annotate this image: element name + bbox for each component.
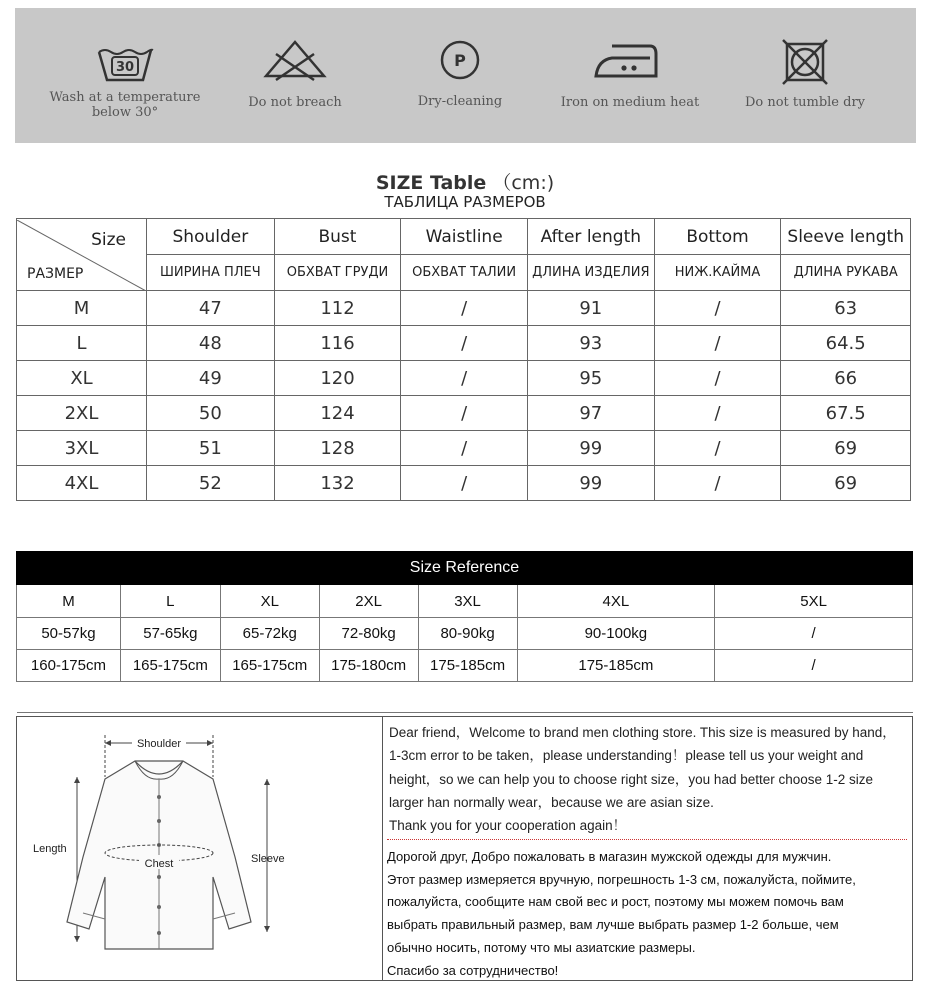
- size-table-subtitle: ТАБЛИЦА РАЗМЕРОВ: [384, 193, 546, 211]
- measure-cell: 99: [527, 431, 654, 466]
- size-reference-title: Size Reference: [17, 552, 913, 585]
- reference-sizes-row: [17, 585, 913, 618]
- no-bleach-icon: [262, 38, 328, 82]
- ref-size-cell: 5XL: [715, 585, 913, 618]
- header-ru-length: ДЛИНА ИЗДЕЛИЯ: [527, 255, 654, 291]
- size-cell: 2XL: [17, 396, 147, 431]
- measure-cell: 66: [781, 361, 911, 396]
- note-line: Thank you for your cooperation again！: [389, 818, 627, 834]
- ref-size-cell: 3XL: [418, 585, 517, 618]
- shirt-diagram: [17, 717, 382, 980]
- size-table-header-ru: [17, 255, 911, 291]
- note-line: пожалуйста, сообщите нам свой вес и рост, поэтому мы можем помочь вам: [387, 894, 844, 910]
- info-section: [16, 716, 913, 981]
- ref-weight-cell: 72-80kg: [319, 618, 418, 650]
- notes-divider: [387, 839, 907, 840]
- shirt-icon: [17, 717, 382, 980]
- care-label-wash-1: Wash at a temperature: [49, 90, 201, 105]
- size-table-title: [0, 168, 930, 195]
- size-cell: M: [17, 291, 147, 326]
- dry-clean-badge: P: [454, 51, 466, 70]
- measure-cell: 95: [527, 361, 654, 396]
- note-line: height，so we can help you to choose right size，you had better choose 1-2 size: [389, 771, 874, 787]
- header-ru-shoulder: ШИРИНА ПЛЕЧ: [147, 255, 275, 291]
- ref-size-cell: 2XL: [319, 585, 418, 618]
- measure-cell: 50: [147, 396, 275, 431]
- care-label-bleach: Do not breach: [248, 95, 342, 110]
- diagram-label-shoulder: Shoulder: [136, 738, 182, 750]
- measure-cell: /: [401, 291, 528, 326]
- size-table-title-main: SIZE Table: [375, 172, 487, 194]
- measure-cell: /: [654, 326, 781, 361]
- ref-height-cell: 165-175cm: [120, 650, 220, 682]
- corner-label-size: Size: [91, 229, 126, 250]
- header-bust: Bust: [274, 219, 401, 255]
- measure-cell: 128: [274, 431, 401, 466]
- care-label-iron: Iron on medium heat: [560, 95, 700, 110]
- note-line: larger han normally wear，because we are asian size.: [389, 794, 714, 810]
- header-after-length: After length: [527, 219, 654, 255]
- measure-cell: /: [654, 291, 781, 326]
- measure-cell: 48: [147, 326, 275, 361]
- note-line: Dear friend，Welcome to brand men clothing store. This size is measured by hand，: [389, 725, 896, 740]
- measure-cell: /: [654, 396, 781, 431]
- header-ru-sleeve: ДЛИНА РУКАВА: [781, 255, 911, 291]
- ref-height-cell: /: [715, 650, 913, 682]
- size-cell: L: [17, 326, 147, 361]
- size-reference-table: [16, 551, 913, 713]
- size-cell: 3XL: [17, 431, 147, 466]
- measure-cell: /: [401, 431, 528, 466]
- care-item-dryclean: [400, 8, 520, 143]
- measure-cell: 64.5: [781, 326, 911, 361]
- notes-ru: [387, 846, 909, 982]
- header-ru-waist: ОБХВАТ ТАЛИИ: [401, 255, 528, 291]
- care-item-iron: [555, 8, 705, 143]
- care-item-wash: [30, 8, 220, 143]
- measure-cell: /: [401, 466, 528, 501]
- measure-cell: 99: [527, 466, 654, 501]
- size-cell: 4XL: [17, 466, 147, 501]
- ref-size-cell: L: [120, 585, 220, 618]
- measure-cell: 112: [274, 291, 401, 326]
- measure-cell: 69: [781, 431, 911, 466]
- note-line: Дорогой друг, Добро пожаловать в магазин мужской одежды для мужчин.: [387, 849, 832, 864]
- iron-medium-icon: [592, 38, 668, 82]
- measure-cell: 69: [781, 466, 911, 501]
- diagram-label-chest: Chest: [144, 858, 174, 870]
- measure-cell: 47: [147, 291, 275, 326]
- ref-weight-cell: 50-57kg: [17, 618, 121, 650]
- dry-clean-icon: [438, 38, 482, 82]
- measure-cell: 132: [274, 466, 401, 501]
- measure-cell: /: [401, 326, 528, 361]
- care-item-bleach: [225, 8, 365, 143]
- ref-height-cell: 175-185cm: [418, 650, 517, 682]
- ref-weight-cell: 65-72kg: [220, 618, 319, 650]
- measure-cell: 93: [527, 326, 654, 361]
- measure-cell: 51: [147, 431, 275, 466]
- size-table-corner: [17, 219, 147, 291]
- header-bottom: Bottom: [654, 219, 781, 255]
- header-shoulder: Shoulder: [147, 219, 275, 255]
- table-row: [17, 396, 911, 431]
- ref-size-cell: M: [17, 585, 121, 618]
- header-ru-bust: ОБХВАТ ГРУДИ: [274, 255, 401, 291]
- care-label-wash-2: below 30°: [91, 105, 159, 120]
- ref-size-cell: XL: [220, 585, 319, 618]
- measure-cell: 67.5: [781, 396, 911, 431]
- measure-cell: 97: [527, 396, 654, 431]
- wash-temp-badge: 30: [115, 60, 135, 75]
- ref-size-cell: 4XL: [517, 585, 715, 618]
- reference-spacer-row: [17, 682, 913, 713]
- note-line: Спасибо за сотрудничество!: [387, 962, 559, 978]
- measure-cell: /: [401, 361, 528, 396]
- care-label-dryclean: Dry-cleaning: [417, 94, 503, 109]
- care-instructions-banner: [15, 8, 916, 143]
- header-waistline: Waistline: [401, 219, 528, 255]
- table-row: [17, 291, 911, 326]
- table-row: [17, 326, 911, 361]
- measure-cell: 116: [274, 326, 401, 361]
- size-table: [16, 218, 911, 501]
- header-sleeve-length: Sleeve length: [781, 219, 911, 255]
- measure-cell: 124: [274, 396, 401, 431]
- size-table-header-en: [17, 219, 911, 255]
- measure-cell: 52: [147, 466, 275, 501]
- measure-cell: /: [654, 466, 781, 501]
- ref-weight-cell: /: [715, 618, 913, 650]
- wash-30-icon: [95, 38, 155, 84]
- measure-cell: 63: [781, 291, 911, 326]
- measure-cell: 120: [274, 361, 401, 396]
- header-ru-bottom: НИЖ.КАЙМА: [654, 255, 781, 291]
- note-line: выбрать правильный размер, вам лучше выбрать размер 1-2 больше, чем: [387, 917, 839, 933]
- measure-cell: /: [654, 431, 781, 466]
- reference-weights-row: [17, 618, 913, 650]
- ref-height-cell: 175-185cm: [517, 650, 715, 682]
- care-label-tumble: Do not tumble dry: [744, 95, 866, 110]
- measure-cell: /: [401, 396, 528, 431]
- no-tumble-dry-icon: [780, 38, 830, 86]
- ref-weight-cell: 80-90kg: [418, 618, 517, 650]
- table-row: [17, 431, 911, 466]
- measure-cell: 91: [527, 291, 654, 326]
- size-cell: XL: [17, 361, 147, 396]
- notes-box: [382, 717, 913, 980]
- ref-height-cell: 175-180cm: [319, 650, 418, 682]
- measure-cell: 49: [147, 361, 275, 396]
- ref-height-cell: 160-175cm: [17, 650, 121, 682]
- diagram-label-length: Length: [33, 843, 67, 855]
- size-table-title-unit: （cm:): [492, 172, 555, 194]
- table-row: [17, 466, 911, 501]
- note-line: 1-3cm error to be taken，please understanding！please tell us your weight and: [389, 748, 864, 764]
- note-line: Этот размер измеряется вручную, погрешность 1-3 см, пожалуйста, поймите,: [387, 871, 856, 887]
- notes-en: [389, 721, 909, 837]
- diagram-label-sleeve: Sleeve: [251, 853, 285, 865]
- care-item-tumble: [725, 8, 885, 143]
- ref-weight-cell: 57-65kg: [120, 618, 220, 650]
- ref-height-cell: 165-175cm: [220, 650, 319, 682]
- corner-label-ru: РАЗМЕР: [27, 265, 84, 282]
- table-row: [17, 361, 911, 396]
- reference-heights-row: [17, 650, 913, 682]
- note-line: обычно носить, потому что мы азиатские размеры.: [387, 939, 696, 955]
- measure-cell: /: [654, 361, 781, 396]
- ref-weight-cell: 90-100kg: [517, 618, 715, 650]
